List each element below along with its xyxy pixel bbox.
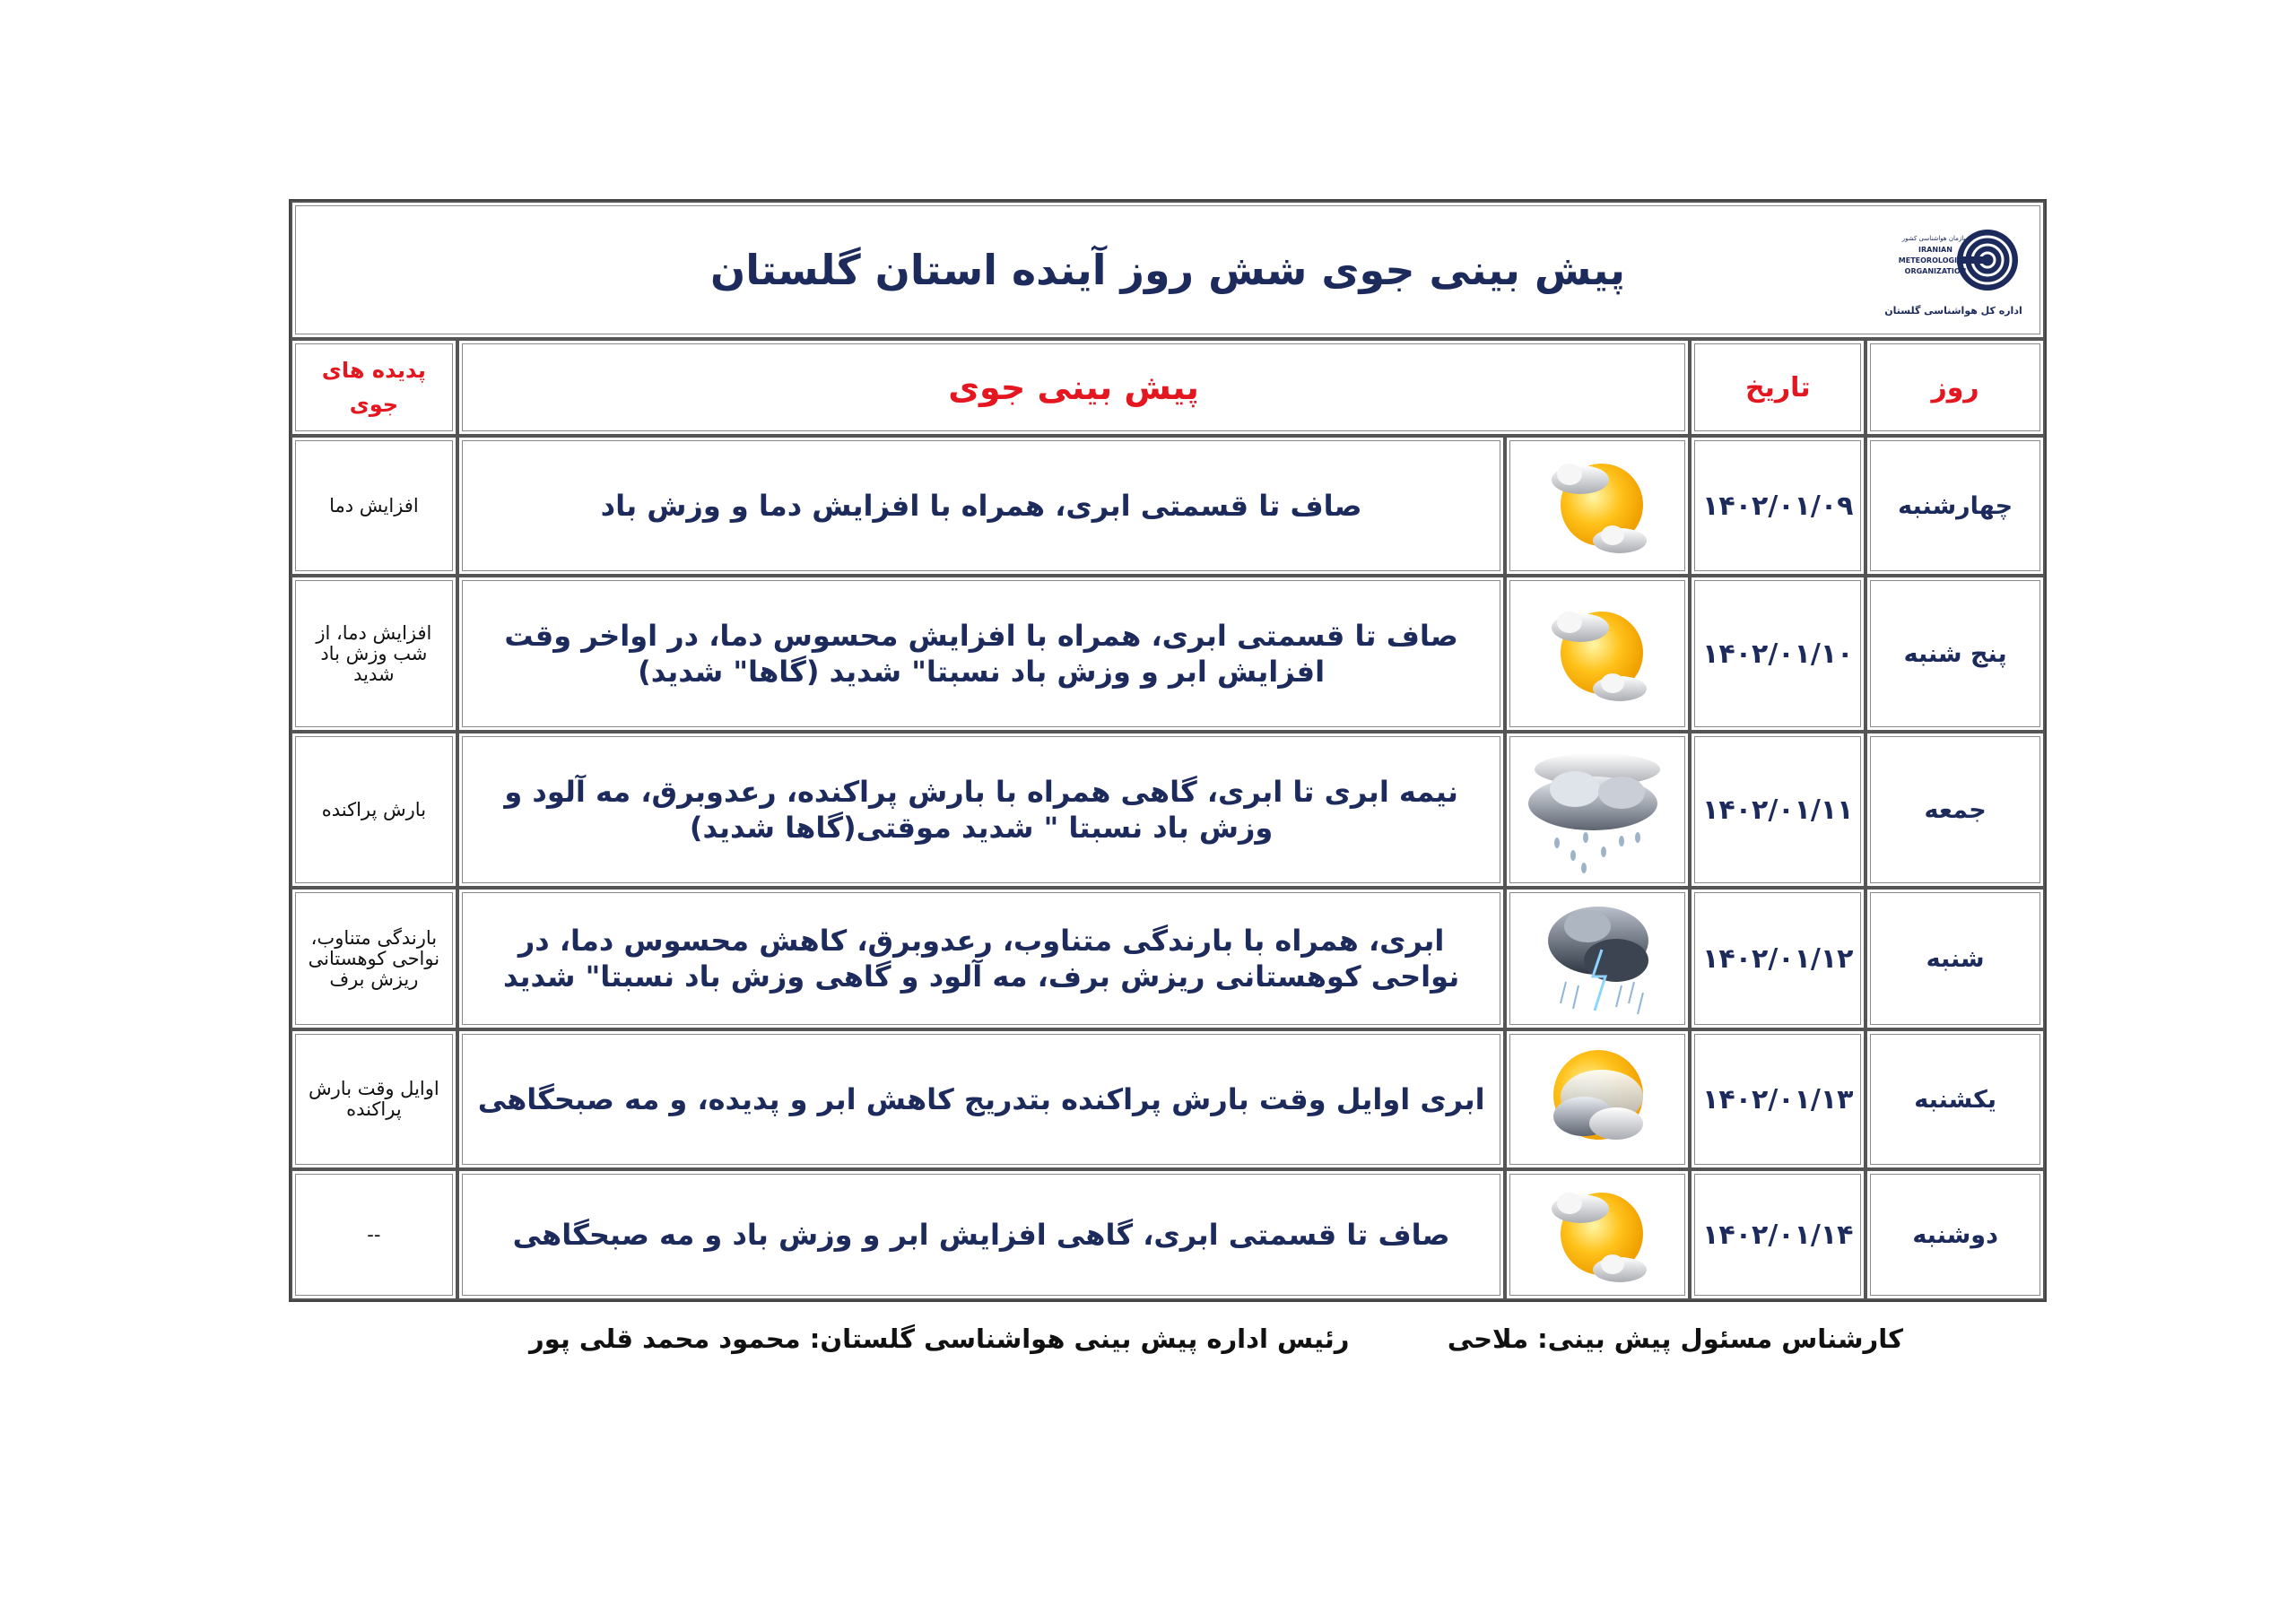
phenomena-cell: -- [291,1169,457,1300]
meteorological-logo-icon [1882,222,2025,299]
table-row [291,732,2045,888]
forecast-table [289,199,2047,1302]
organization-logo [1882,222,2025,321]
date-cell: ۱۴۰۲/۰۱/۱۳ [1690,1029,1866,1169]
date-cell: ۱۴۰۲/۰۱/۱۰ [1690,576,1866,732]
forecast-cell: نیمه ابری تا ابری، گاهی همراه با بارش پراکنده، رعدوبرق، مه آلود و وزش باد نسبتا " شدید موقتی(گاها شدید) [457,732,1506,888]
logo-line-1: سازمان هواشناسی کشور [1901,235,1970,242]
day-cell: پنج شنبه [1866,576,2045,732]
date-cell: ۱۴۰۲/۰۱/۱۴ [1690,1169,1866,1300]
date-cell: ۱۴۰۲/۰۱/۰۹ [1690,436,1866,576]
weather-icon-cell [1505,732,1690,888]
partly-cloudy-sun-icon [1539,449,1656,562]
weather-icon-cell [1505,436,1690,576]
header-row [291,339,2045,436]
forecast-cell: صاف تا قسمتی ابری، گاهی افزایش ابر و وزش باد و مه صبحگاهی [457,1169,1506,1300]
weather-icon-cell [1505,1169,1690,1300]
forecast-cell: صاف تا قسمتی ابری، همراه با افزایش دما و وزش باد [457,436,1506,576]
date-cell: ۱۴۰۲/۰۱/۱۲ [1690,888,1866,1029]
day-cell: دوشنبه [1866,1169,2045,1300]
table-row [291,888,2045,1029]
logo-line-4: ORGANIZATION [1904,267,1967,275]
weather-icon-cell [1505,1029,1690,1169]
phenomena-cell: افزایش دما [291,436,457,576]
forecast-document [289,199,2047,1302]
weather-icon-cell [1505,576,1690,732]
page-title: پیش بینی جوی شش روز آینده استان گلستان [709,246,1626,294]
mostly-cloudy-sun-icon [1539,1041,1656,1158]
col-header-phenomena [291,339,457,436]
logo-line-3: METEOROLOGICAL [1898,256,1973,265]
col-header-day: روز [1866,339,2045,436]
col-header-phenomena-line1: پدیده های [321,358,426,383]
title-banner [291,201,2045,339]
table-row [291,1169,2045,1300]
col-header-date: تاریخ [1690,339,1866,436]
partly-cloudy-sun-icon [1539,597,1656,710]
weather-icon-cell [1505,888,1690,1029]
phenomena-cell: بارش پراکنده [291,732,457,888]
forecast-cell: ابری اوایل وقت بارش پراکنده بتدریج کاهش ابر و پدیده، و مه صبحگاهی [457,1029,1506,1169]
table-row [291,576,2045,732]
forecast-cell: ابری، همراه با بارندگی متناوب، رعدوبرق، کاهش محسوس دما، در نواحی کوهستانی ریزش برف، مه آلود و گاهی وزش باد نسبتا" شدید [457,888,1506,1029]
day-cell: شنبه [1866,888,2045,1029]
partly-cloudy-sun-icon [1539,1178,1656,1291]
forecast-cell: صاف تا قسمتی ابری، همراه با افزایش محسوس دما، در اواخر وقت افزایش ابر و وزش باد نسبتا" شدید (گاها" شدید) [457,576,1506,732]
phenomena-cell: اوایل وقت بارش پراکنده [291,1029,457,1169]
day-cell: جمعه [1866,732,2045,888]
day-cell: چهارشنبه [1866,436,2045,576]
phenomena-cell: افزایش دما، از شب وزش باد شدید [291,576,457,732]
logo-line-2: IRANIAN [1918,246,1952,254]
logo-caption: اداره کل هواشناسی گلستان [1884,305,2022,317]
day-cell: یکشنبه [1866,1029,2045,1169]
date-cell: ۱۴۰۲/۰۱/۱۱ [1690,732,1866,888]
col-header-phenomena-line2: جوی [349,392,399,417]
col-header-forecast: پیش بینی جوی [457,339,1691,436]
phenomena-cell: بارندگی متناوب، نواحی کوهستانی ریزش برف [291,888,457,1029]
thunderstorm-icon [1539,896,1656,1021]
table-row [291,436,2045,576]
cloud-rain-icon [1521,742,1674,877]
forecast-expert: کارشناس مسئول پیش بینی: ملاحی [1447,1324,1903,1354]
signature-footer [289,1324,2047,1368]
table-row [291,1029,2045,1169]
forecast-head: رئیس اداره پیش بینی هواشناسی گلستان: محمود محمد قلی پور [529,1324,1350,1354]
